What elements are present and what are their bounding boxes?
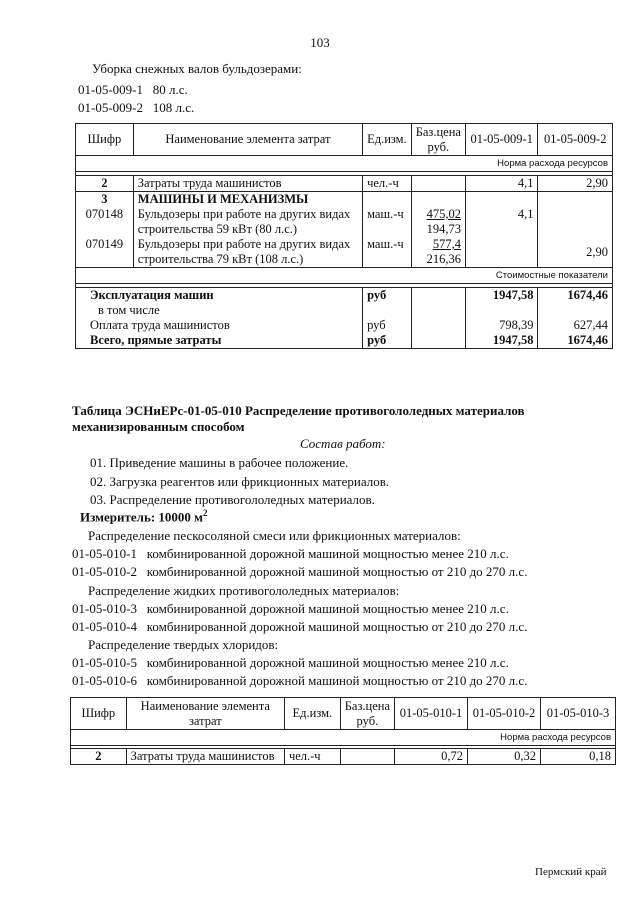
code-line	[78, 82, 188, 98]
cell-name	[133, 237, 362, 268]
cell-price	[411, 237, 465, 268]
cell-v1: 1947,58	[465, 333, 538, 349]
code-line	[72, 673, 527, 689]
cell-v2: 627,44	[538, 318, 613, 333]
code-line	[78, 100, 194, 116]
cell-name: Всего, прямые затраты	[76, 333, 363, 349]
code-desc: 80 л.с.	[152, 82, 188, 97]
table-title: Таблица ЭСНиЕРс-01-05-010 Распределение противогололедных материалов	[72, 403, 525, 418]
cell-unit: чел.-ч	[284, 749, 340, 765]
cell-v2: 2,90	[538, 176, 613, 192]
code: 01-05-009-2	[78, 100, 143, 115]
table-header-row	[71, 698, 616, 730]
cell-cipher: 070149	[76, 237, 134, 268]
code-line	[72, 546, 509, 562]
resource-table-1	[75, 123, 613, 349]
cell-unit: руб	[363, 288, 412, 304]
resource-table-2	[70, 697, 616, 765]
cell-v1: 1947,58	[465, 288, 538, 304]
cell-unit: маш.-ч	[363, 237, 412, 268]
price-value: 194,73	[426, 222, 461, 236]
header-name: Наименование элемента затрат	[126, 698, 284, 730]
header-col2: 01-05-009-2	[538, 124, 613, 156]
name-line: строительства 59 кВт (80 л.с.)	[137, 222, 298, 236]
meter-text: Измеритель: 10000 м	[80, 509, 204, 525]
header-cipher: Шифр	[76, 124, 134, 156]
table-row	[76, 333, 613, 349]
header-unit: Ед.изм.	[284, 698, 340, 730]
cell-price	[411, 176, 465, 192]
cell-v2: 0,32	[468, 749, 541, 765]
cell-v1	[465, 237, 538, 268]
name-line: Бульдозеры при работе на других видах	[137, 237, 351, 251]
name-line: Бульдозеры при работе на других видах	[137, 207, 351, 221]
table-row	[76, 192, 613, 208]
code: 01-05-010-1	[72, 546, 137, 561]
cell-name: Затраты труда машинистов	[126, 749, 284, 765]
table-row	[76, 318, 613, 333]
cell-name	[133, 207, 362, 237]
meter-sup: 2	[203, 508, 208, 518]
price-value: 216,36	[426, 252, 461, 266]
cell-v1: 4,1	[465, 207, 538, 237]
table-row	[71, 749, 616, 765]
work-item: 03. Распределение противогололедных материалов.	[90, 492, 375, 507]
table-row	[76, 207, 613, 237]
cell-name: МАШИНЫ И МЕХАНИЗМЫ	[133, 192, 362, 208]
cell-cipher: 2	[71, 749, 127, 765]
group-title: Распределение жидких противогололедных материалов:	[88, 583, 400, 598]
header-col1: 01-05-010-1	[395, 698, 468, 730]
header-col3: 01-05-010-3	[541, 698, 616, 730]
norm-label: Норма расхода ресурсов	[76, 156, 613, 172]
code: 01-05-010-6	[72, 673, 137, 688]
work-title: Состав работ:	[300, 436, 386, 451]
code-desc: комбинированной дорожной машиной мощностью от 210 до 270 л.с.	[146, 564, 528, 579]
code: 01-05-010-4	[72, 619, 137, 634]
cell-v1: 0,72	[395, 749, 468, 765]
cell-v1: 4,1	[465, 176, 538, 192]
section1-intro: Уборка снежных валов бульдозерами:	[92, 61, 302, 76]
cell-price	[340, 749, 394, 765]
cell-name: Эксплуатация машин	[76, 288, 363, 304]
work-item: 01. Приведение машины в рабочее положение.	[90, 455, 349, 470]
header-unit: Ед.изм.	[363, 124, 412, 156]
group-title: Распределение пескосоляной смеси или фрикционных материалов:	[88, 528, 461, 543]
cost-label: Стоимостные показатели	[76, 268, 613, 284]
header-price: Баз.цена руб.	[340, 698, 394, 730]
header-col1: 01-05-009-1	[465, 124, 538, 156]
code-line	[72, 619, 527, 635]
cell-unit: маш.-ч	[363, 207, 412, 237]
table-row	[76, 288, 613, 304]
page-number: 103	[310, 35, 330, 50]
table-row	[76, 303, 613, 318]
code: 01-05-010-5	[72, 655, 137, 670]
code: 01-05-009-1	[78, 82, 143, 97]
cell-v1: 798,39	[465, 318, 538, 333]
header-price: Баз.цена руб.	[411, 124, 465, 156]
code-desc: комбинированной дорожной машиной мощностью от 210 до 270 л.с.	[146, 673, 528, 688]
table-row	[76, 237, 613, 268]
cell-unit: руб	[363, 333, 412, 349]
cell-v2: 1674,46	[538, 333, 613, 349]
cell-v3: 0,18	[541, 749, 616, 765]
cell-v2: 2,90	[538, 237, 613, 268]
price-value: 475,02	[426, 207, 461, 221]
code: 01-05-010-2	[72, 564, 137, 579]
cell-name: Затраты труда машинистов	[133, 176, 362, 192]
code-desc: комбинированной дорожной машиной мощностью менее 210 л.с.	[146, 546, 509, 561]
cell-cipher: 3	[76, 192, 134, 208]
cell-name: Оплата труда машинистов	[76, 318, 363, 333]
cell-name: в том числе	[76, 303, 363, 318]
table-header-row	[76, 124, 613, 156]
cell-v2: 1674,46	[538, 288, 613, 304]
header-col2: 01-05-010-2	[468, 698, 541, 730]
header-cipher: Шифр	[71, 698, 127, 730]
work-item: 02. Загрузка реагентов или фрикционных материалов.	[90, 474, 390, 489]
footer-region: Пермский край	[535, 866, 607, 878]
cell-unit: руб	[363, 318, 412, 333]
code-line	[72, 564, 527, 580]
table-title-line2: механизированным способом	[72, 419, 245, 434]
code-desc: комбинированной дорожной машиной мощностью от 210 до 270 л.с.	[146, 619, 528, 634]
table-row	[76, 176, 613, 192]
code-desc: комбинированной дорожной машиной мощностью менее 210 л.с.	[146, 655, 509, 670]
cell-v2	[538, 207, 613, 237]
norm-label: Норма расхода ресурсов	[71, 730, 616, 746]
code-desc: 108 л.с.	[152, 100, 195, 115]
code-desc: комбинированной дорожной машиной мощностью менее 210 л.с.	[146, 601, 509, 616]
meter-label	[80, 508, 208, 525]
price-value: 577,4	[432, 237, 461, 251]
code: 01-05-010-3	[72, 601, 137, 616]
group-title: Распределение твердых хлоридов:	[88, 637, 279, 652]
name-line: строительства 79 кВт (108 л.с.)	[137, 252, 304, 266]
cell-unit: чел.-ч	[363, 176, 412, 192]
code-line	[72, 601, 509, 617]
code-line	[72, 655, 509, 671]
cell-price	[411, 207, 465, 237]
header-name: Наименование элемента затрат	[133, 124, 362, 156]
cell-cipher: 070148	[76, 207, 134, 237]
cell-cipher: 2	[76, 176, 134, 192]
